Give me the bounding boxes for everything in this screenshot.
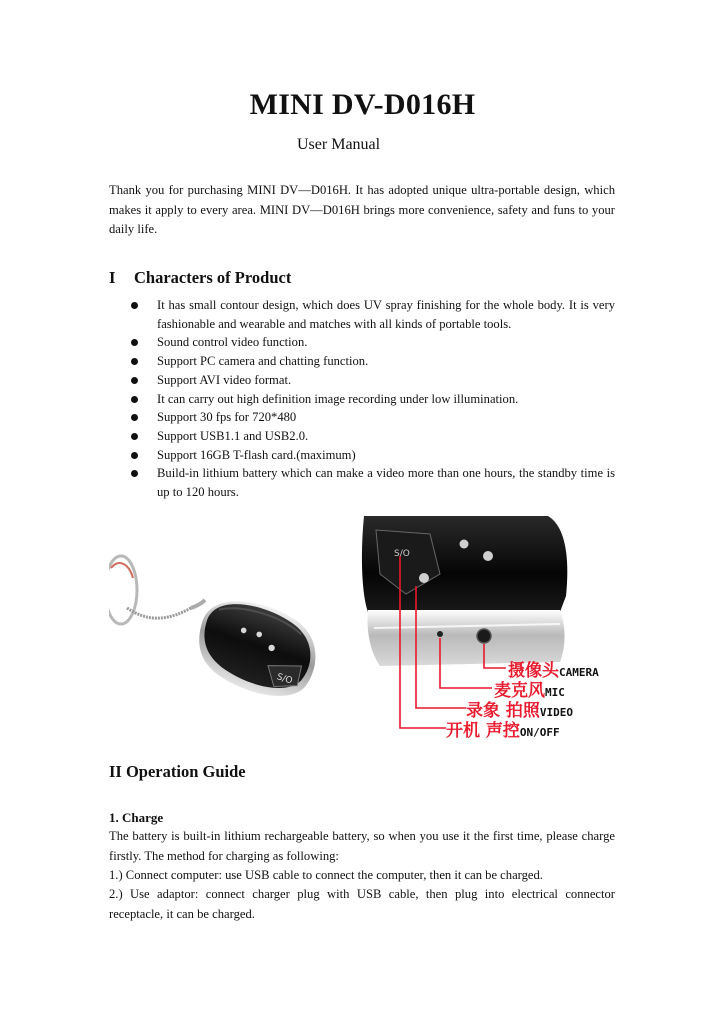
- list-item: Support PC camera and chatting function.: [109, 352, 615, 371]
- product-photo-closeup: [360, 516, 616, 744]
- mic-hole-icon: [437, 631, 443, 637]
- list-item: It has small contour design, which does UV spray finishing for the whole body. It is very fashionable and wearable and matches with all kinds of portable tools.: [109, 296, 615, 333]
- section-2-heading: II Operation Guide: [109, 762, 246, 781]
- characters-list: [109, 296, 615, 502]
- callout-on-off: 开机 声控ON/OFF: [446, 721, 560, 741]
- svg-text:S/O: S/O: [275, 672, 294, 687]
- list-item: Support USB1.1 and USB2.0.: [109, 427, 615, 446]
- keychain-camera-illustration: [109, 528, 331, 708]
- charge-step-2: 2.) Use adaptor: connect charger plug with USB cable, then plug into electrical connector receptacle, it can be charged.: [109, 887, 615, 921]
- document-subtitle: User Manual: [297, 136, 381, 153]
- section-1-title: Characters of Product: [134, 268, 292, 287]
- svg-text:S/O: S/O: [394, 549, 410, 559]
- charge-step-1: 1.) Connect computer: use USB cable to connect the computer, then it can be charged.: [109, 868, 543, 882]
- list-item: Support 30 fps for 720*480: [109, 408, 615, 427]
- callout-camera: 摄像头CAMERA: [508, 661, 599, 681]
- list-item: Sound control video function.: [109, 333, 615, 352]
- intro-paragraph: Thank you for purchasing MINI DV—D016H. It has adopted unique ultra-portable design, which makes it apply to every area. MINI DV—D016H brings more convenience, safety and funs to your daily life.: [109, 183, 615, 236]
- callout-video: 录象 拍照VIDEO: [466, 701, 574, 721]
- list-item: Build-in lithium battery which can make a video more than one hours, the standby time is up to 120 hours.: [109, 464, 615, 501]
- section-1-number: I: [109, 268, 116, 287]
- section-1-heading: [109, 268, 291, 288]
- product-photo-keychain: [109, 528, 331, 708]
- charge-paragraph: The battery is built-in lithium rechargeable battery, so when you use it the first time, please charge firstly. The method for charging as following:: [109, 829, 615, 863]
- camera-lens-icon: [477, 629, 491, 643]
- list-item: Support AVI video format.: [109, 371, 615, 390]
- document-title: MINI DV-D016H: [249, 88, 476, 121]
- callout-mic: 麦克风MIC: [494, 681, 565, 701]
- list-item: Support 16GB T-flash card.(maximum): [109, 446, 615, 465]
- list-item: It can carry out high definition image recording under low illumination.: [109, 390, 615, 409]
- charge-heading: 1. Charge: [109, 810, 164, 825]
